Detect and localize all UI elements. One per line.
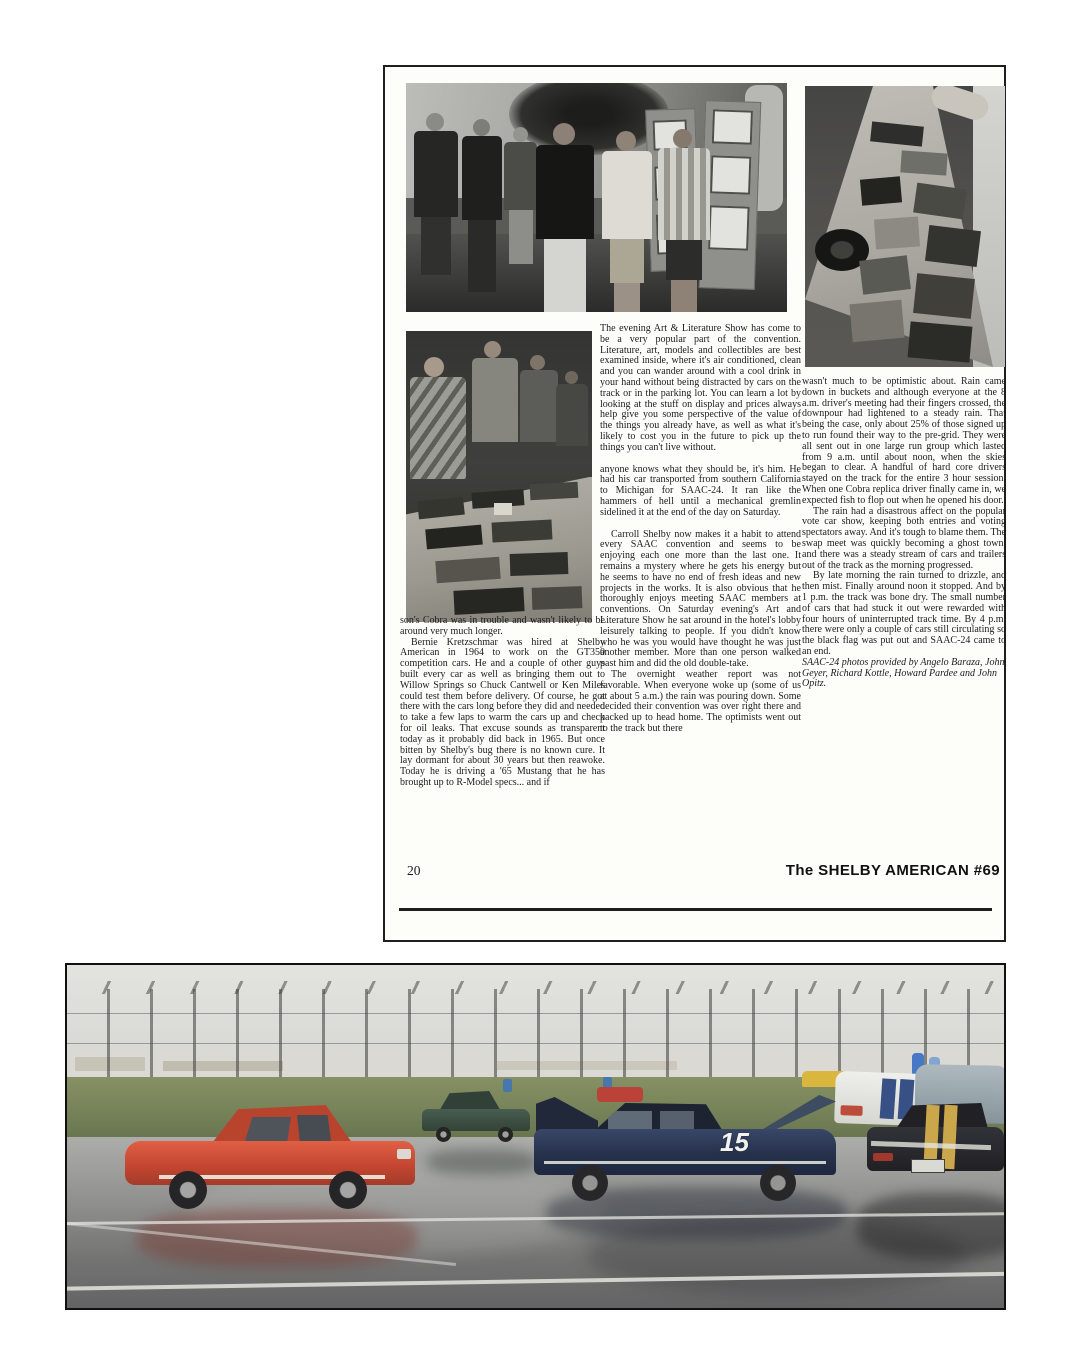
- crowd-figure: [462, 119, 502, 292]
- footer-rule: [399, 908, 992, 911]
- crowd-figure-black-shirt: [536, 123, 594, 312]
- crowd-figure: [414, 113, 458, 275]
- article-column-3: [802, 377, 1006, 690]
- paragraph: The rain had a disastrous affect on the popular vote car show, keeping both entries and voting spectators away. And it's tough to blame them. The swap meet was quickly becoming a ghost town, and there was a steady stream of cars and trailers out of the track as the morning progressed.: [802, 505, 1006, 571]
- wheel: [760, 1165, 796, 1201]
- photo-credit: SAAC-24 photos provided by Angelo Baraza, John Geyer, Richard Kottle, Howard Pardee and John Opitz.: [802, 656, 1005, 690]
- magazine-page: [383, 65, 1006, 942]
- photo-display-tables: [406, 331, 592, 622]
- photo-literature-table: [805, 86, 1005, 367]
- blue-shelby-15-car: [534, 1095, 836, 1207]
- wheel: [572, 1165, 608, 1201]
- figure: [520, 355, 558, 442]
- raised-hood: [760, 1095, 836, 1131]
- photo-caption-paragraph: The evening Art & Literature Show has come to be a very popular part of the convention. Literature, art, models and collectibles are best examined inside, where it's air conditioned, clean and you can wander around with a cool drink in your hand without being distracted by cars on the track or in the parking lot. You can learn a lot by looking at the stuff on display and prices always help give you some perspective of the value of the things you already have, as well as what it's likely to cost you in the future to pick up the things you can't live without.: [600, 323, 801, 453]
- article-column-2: [600, 324, 801, 735]
- reflection-green-car: [427, 1149, 537, 1175]
- paragraph: anyone knows what they should be, it's him. He had his car transported from southern California to Michigan for SAAC-24. It ran like the hammers of hell until a mechanical gremlin sidelined it at the end of the day on Saturday.: [600, 463, 801, 518]
- crowd-figure: [504, 127, 537, 264]
- red-shelby-car: [125, 1105, 415, 1213]
- reflection-black-car: [857, 1193, 1006, 1259]
- headlight: [397, 1149, 411, 1159]
- taillight: [873, 1153, 893, 1161]
- photo-art-show-crowd: [406, 83, 787, 312]
- footer-title: The SHELBY AMERICAN #69: [785, 862, 1000, 879]
- ducktail-spoiler: [536, 1097, 598, 1131]
- paragraph: Carroll Shelby now makes it a habit to attend every SAAC convention and seems to be enjoying each one more than the last one. It remains a mystery where he gets his energy but he seems to have no end of fresh ideas and new projects in the works. It is also obvious that he thoroughly enjoys meeting SAAC members at conventions. On Saturday evening's Art and Literature Show he sat around in the hotel's lobby leisurely talking to people. If you didn't know who he was you would have thought he was just another member. More than one person walked past him and did the old double-take.: [600, 528, 801, 670]
- reflection-red-car: [137, 1209, 417, 1267]
- wheel: [329, 1171, 367, 1209]
- car-number-15: 15: [720, 1127, 749, 1157]
- license-plate: [911, 1159, 945, 1173]
- paragraph: Bernie Kretzschmar was hired at Shelby American in 1964 to work on the GT350 competition cars. He and a couple of other guys built every car as well as bringing them out to Willow Springs so Chuck Cantwell or Ken Miles could test them before delivery. Of course, he got there with the cars long before they did and needed to take a few laps to warm the cars up and check for oil leaks. That excuse sounds as transparent today as it probably did back in 1965. But once bitten by Shelby's bug there is no known cure. It lay dormant for about 30 years but then reawoke. Today he is driving a '65 Mustang that he has brought up to R-Model specs... and if: [400, 636, 605, 788]
- figure-patterned-shirt: [410, 357, 466, 479]
- fence-wire: [67, 1013, 1004, 1014]
- paragraph: By late morning the rain turned to drizzle, and then mist. Finally around noon it stopped. And by 1 p.m. the track was bone dry. The small number of cars that had stuck it out were rewarded with four hours of uninterrupted track time. By 4 p.m. there were only a couple of cars still circulating so the black flag was put out and SAAC-24 came to an end.: [802, 570, 1006, 657]
- green-mustang-car: [422, 1091, 530, 1141]
- page-number: 20: [407, 863, 421, 878]
- chain-link-fence: [67, 989, 1004, 1085]
- fence-wire: [67, 1043, 1004, 1044]
- figure: [556, 371, 588, 446]
- crowd-figure-striped-shirt: [658, 129, 710, 312]
- hertz-shelby-car: [867, 1103, 1004, 1187]
- figure: [472, 341, 518, 442]
- paragraph: son's Cobra was in trouble and wasn't likely to be around very much longer.: [400, 615, 605, 637]
- rocker-stripe: [544, 1161, 826, 1164]
- paragraph: wasn't much to be optimistic about. Rain came down in buckets and although everyone at the 8 a.m. driver's meeting had their fingers crossed, the downpour had lightened to a steady rain. That being the case, only about 25% of those signed up to run found their way to the pre-grid. They were all sent out in one large run group which lasted from 9 a.m. until about noon, when the skies began to clear. A handful of hard core drivers stayed on the track for the entire 3 hour session. When one Cobra replica driver finally came in, we expected fish to flop out when he opened his door.: [802, 376, 1006, 506]
- crowd-figure-white-shirt: [602, 131, 652, 312]
- wheel: [169, 1171, 207, 1209]
- article-column-1: [400, 616, 605, 789]
- photo-track-lineup: [65, 963, 1006, 1310]
- paragraph: The overnight weather report was not favorable. When everyone woke up (some of us at about 5 a.m.) the rain was pouring down. Some decided their convention was over right there and packed up to head home. The optimists went out to the track but there: [600, 668, 801, 734]
